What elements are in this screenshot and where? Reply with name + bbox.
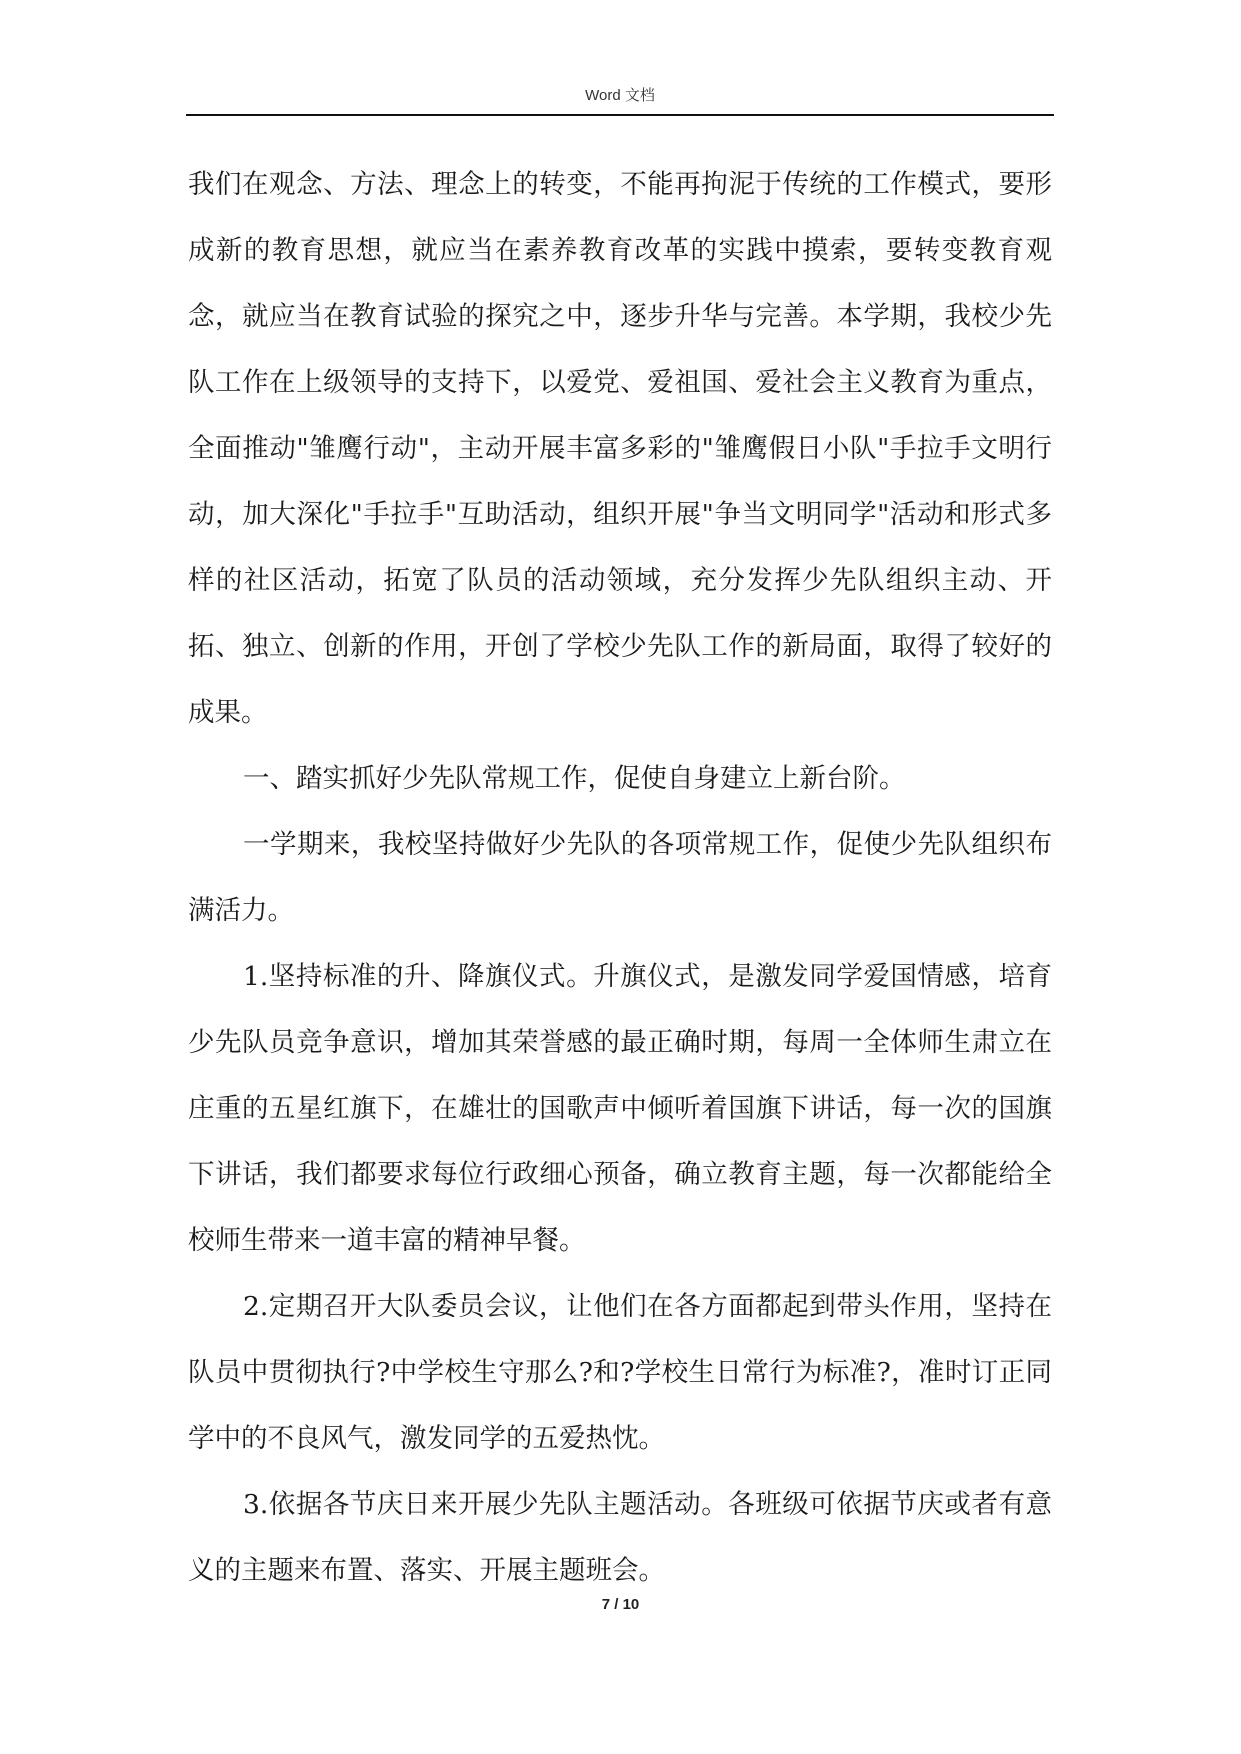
body-paragraph: 一学期来，我校坚持做好少先队的各项常规工作，促使少先队组织布满活力。 xyxy=(188,829,1052,926)
body-paragraph: 2.定期召开大队委员会议，让他们在各方面都起到带头作用，坚持在队员中贯彻执行?中学校生守那么?和?学校生日常行为标准?，准时订正同学中的不良风气，激发同学的五爱热忱。 xyxy=(188,1291,1052,1454)
section-heading: 一、踏实抓好少先队常规工作，促使自身建立上新台阶。 xyxy=(243,763,906,794)
body-paragraph: 3.依据各节庆日来开展少先队主题活动。各班级可依据节庆或者有意义的主题来布置、落实、开展主题班会。 xyxy=(188,1489,1052,1586)
page-header: Word 文档 xyxy=(585,87,655,104)
header-divider xyxy=(186,114,1054,116)
page-number: 7 / 10 xyxy=(601,1596,640,1613)
body-paragraph: 1.坚持标准的升、降旗仪式。升旗仪式，是激发同学爱国情感，培育少先队员竞争意识，增加其荣誉感的最正确时期，每周一全体师生肃立在庄重的五星红旗下，在雄壮的国歌声中倾听着国旗下讲话，每一次的国旗下讲话，我们都要求每位行政细心预备，确立教育主题，每一次都能给全校师生带来一道丰富的精神早餐。 xyxy=(188,961,1052,1256)
document-body xyxy=(188,152,1052,1604)
body-paragraph: 我们在观念、方法、理念上的转变，不能再拘泥于传统的工作模式，要形成新的教育思想，就应当在素养教育改革的实践中摸索，要转变教育观念，就应当在教育试验的探究之中，逐步升华与完善。本学期，我校少先队工作在上级领导的支持下，以爱党、爱祖国、爱社会主义教育为重点，全面推动"雏鹰行动"，主动开展丰富多彩的"雏鹰假日小队"手拉手文明行动，加大深化"手拉手"互助活动，组织开展"争当文明同学"活动和形式多样的社区活动，拓宽了队员的活动领域，充分发挥少先队组织主动、开拓、独立、创新的作用，开创了学校少先队工作的新局面，取得了较好的成果。 xyxy=(188,169,1052,728)
